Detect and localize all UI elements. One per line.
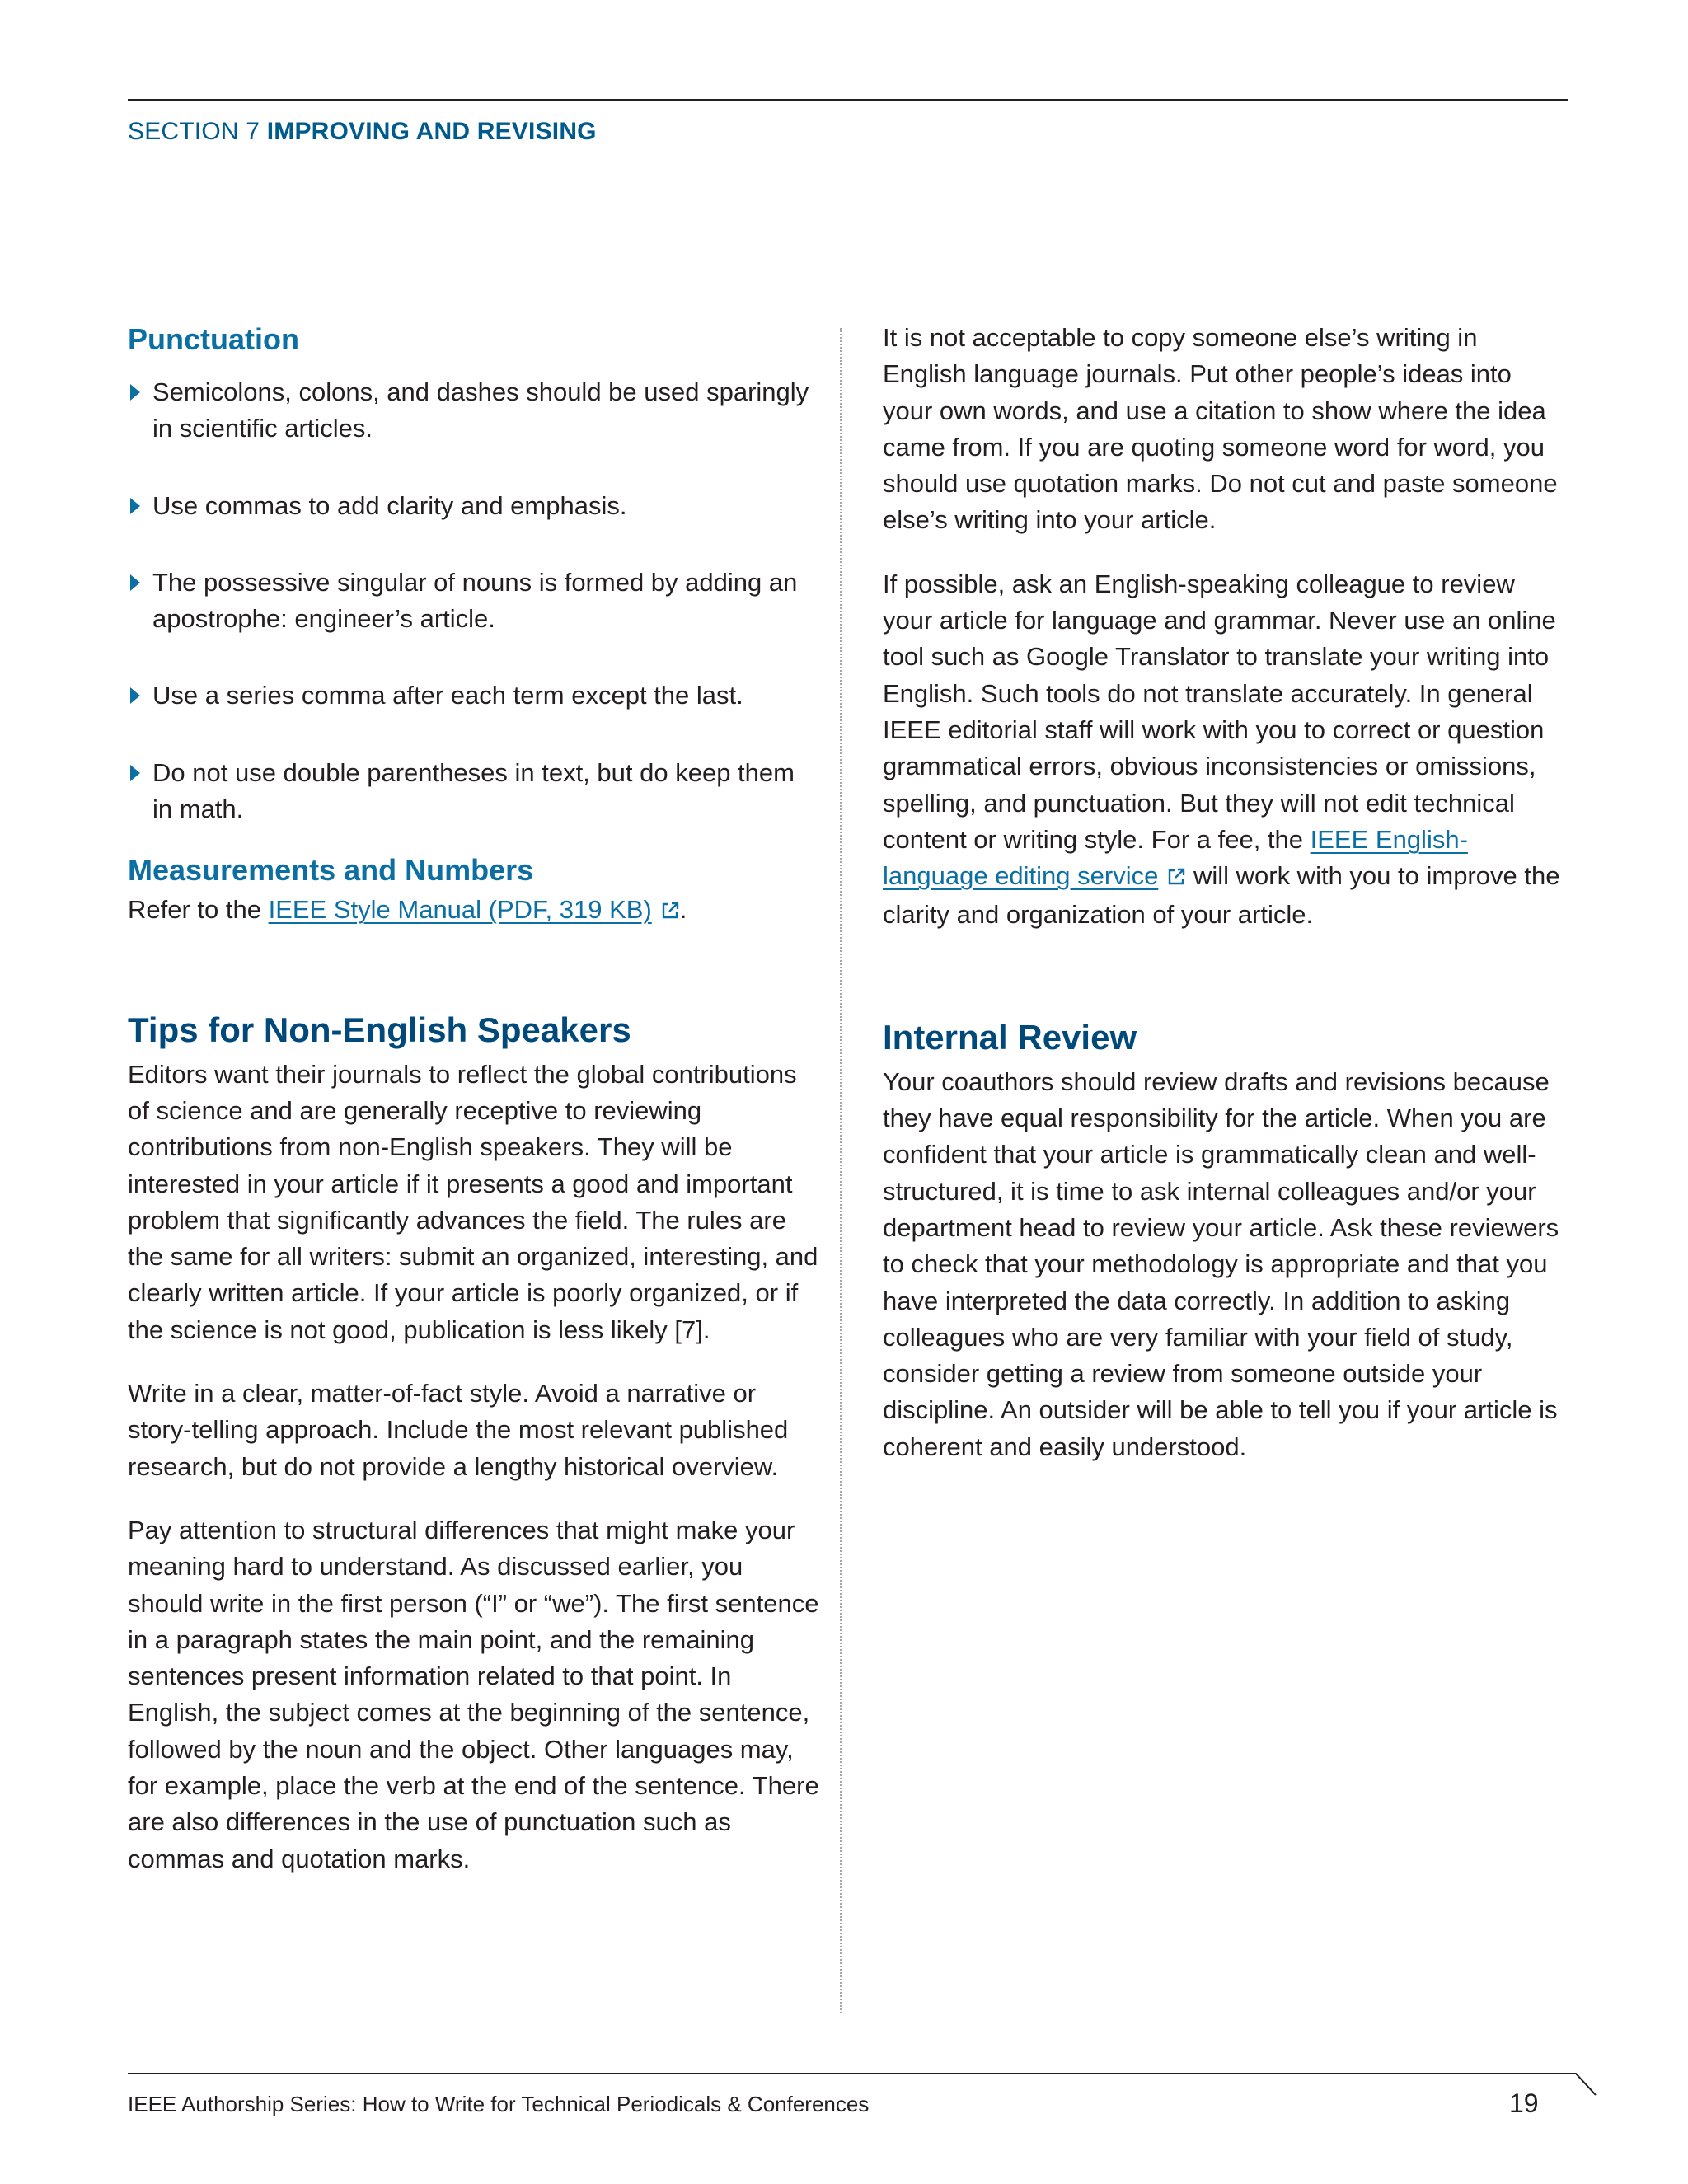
measurements-text: [128, 892, 820, 930]
external-link-icon: [660, 894, 680, 930]
colleague-review-text: If possible, ask an English-speaking colleague to review your article for language and grammar. Never use an online tool such as Google Translator to translate your writing into English. Such tools do not translate accurately. In general IEEE editorial staff will work with you to correct or question grammatical errors, obvious inconsistencies or omissions, spelling, and punctuation. But they will not edit technical content or writing style. For a fee, the: [883, 569, 1556, 854]
list-item-text: Use commas to add clarity and emphasis.: [152, 490, 627, 520]
section-number: SECTION 7: [128, 118, 260, 145]
colleague-review-paragraph: [883, 566, 1567, 934]
bullet-arrow-icon: [130, 574, 140, 591]
list-item: [128, 677, 820, 714]
bullet-arrow-icon: [130, 765, 140, 781]
bullet-arrow-icon: [130, 687, 140, 704]
internal-review-paragraph: Your coauthors should review drafts and revisions because they have equal responsibility for the article. When you are confident that your article is grammatically clean and well-structured, it is time to ask internal colleagues and/or your department head to review your article. Ask these reviewers to check that your methodology is appropriate and that you have interpreted the data correctly. In addition to asking colleagues who are very familiar with your field of study, consider getting a review from someone outside your discipline. An outsider will be able to tell you if your article is coherent and easily understood.: [883, 1066, 1559, 1461]
section-header: [128, 118, 597, 146]
tips-heading: Tips for Non-English Speakers: [128, 1010, 631, 1049]
left-column: [128, 320, 820, 1877]
punctuation-heading: Punctuation: [128, 322, 299, 356]
colleague-review-text-end: will work with you to improve the clarity and organization of your article.: [883, 861, 1560, 930]
list-item: [128, 488, 820, 524]
list-item: [128, 755, 820, 828]
list-item-text: Use a series comma after each term except the last.: [152, 681, 743, 710]
measurements-heading: Measurements and Numbers: [128, 853, 534, 888]
tips-paragraph-3: Pay attention to structural differences that might make your meaning hard to understand. As discussed earlier, you should write in the first person (“I” or “we”). The first sentence in a paragraph states the main point, and the remaining sentences present information related to that point. In English, the subject comes at the beginning of the sentence, followed by the noun and the object. Other languages may, for example, place the verb at the end of the sentence. There are also differences in the use of punctuation such as commas and quotation marks.: [128, 1515, 819, 1873]
bullet-arrow-icon: [130, 498, 140, 514]
measurements-text-end: .: [679, 895, 687, 925]
list-item-text: Semicolons, colons, and dashes should be used sparingly in scientific articles.: [152, 377, 809, 443]
list-item-text: The possessive singular of nouns is formed by adding an apostrophe: engineer’s article.: [152, 567, 798, 634]
page-number: 19: [1509, 2088, 1539, 2118]
footer-rule: [128, 2073, 1555, 2074]
plagiarism-paragraph: It is not acceptable to copy someone else’s writing in English language journals. Put other people’s ideas into your own words, and use a citation to show where the idea came from. If you are quoting someone word for word, you should use quotation marks. Do not cut and paste someone else’s writing into your article.: [883, 323, 1558, 535]
header-rule: [128, 99, 1568, 101]
editing-service-link[interactable]: IEEE English-language editing service: [883, 824, 1468, 891]
column-divider: [840, 328, 842, 2013]
footer-corner-line: [1553, 2070, 1597, 2116]
bullet-arrow-icon: [130, 384, 140, 401]
internal-review-heading: Internal Review: [883, 1017, 1137, 1057]
style-manual-link[interactable]: IEEE Style Manual (PDF, 319 KB): [268, 895, 652, 925]
footer-series-title: IEEE Authorship Series: How to Write for Technical Periodicals & Conferences: [128, 2092, 870, 2116]
tips-paragraph-2: Write in a clear, matter-of-fact style. Avoid a narrative or story-telling approach. Include the most relevant published research, but do not provide a lengthy historical overview.: [128, 1379, 789, 1481]
list-item: [128, 565, 820, 638]
list-item-text: Do not use double parentheses in text, but do keep them in math.: [152, 757, 795, 824]
external-link-icon: [1166, 860, 1186, 897]
right-column: [883, 320, 1567, 1465]
measurements-text-lead: Refer to the: [128, 895, 269, 925]
tips-paragraph-1: Editors want their journals to reflect the global contributions of science and are generally receptive to reviewing contributions from non-English speakers. They will be interested in your article if it presents a good and important problem that significantly advances the field. The rules are the same for all writers: submit an organized, interesting, and clearly written article. If your article is poorly organized, or if the science is not good, publication is less likely [7].: [128, 1059, 818, 1344]
section-title: IMPROVING AND REVISING: [266, 118, 597, 145]
punctuation-list: [128, 374, 820, 827]
list-item: [128, 374, 820, 448]
